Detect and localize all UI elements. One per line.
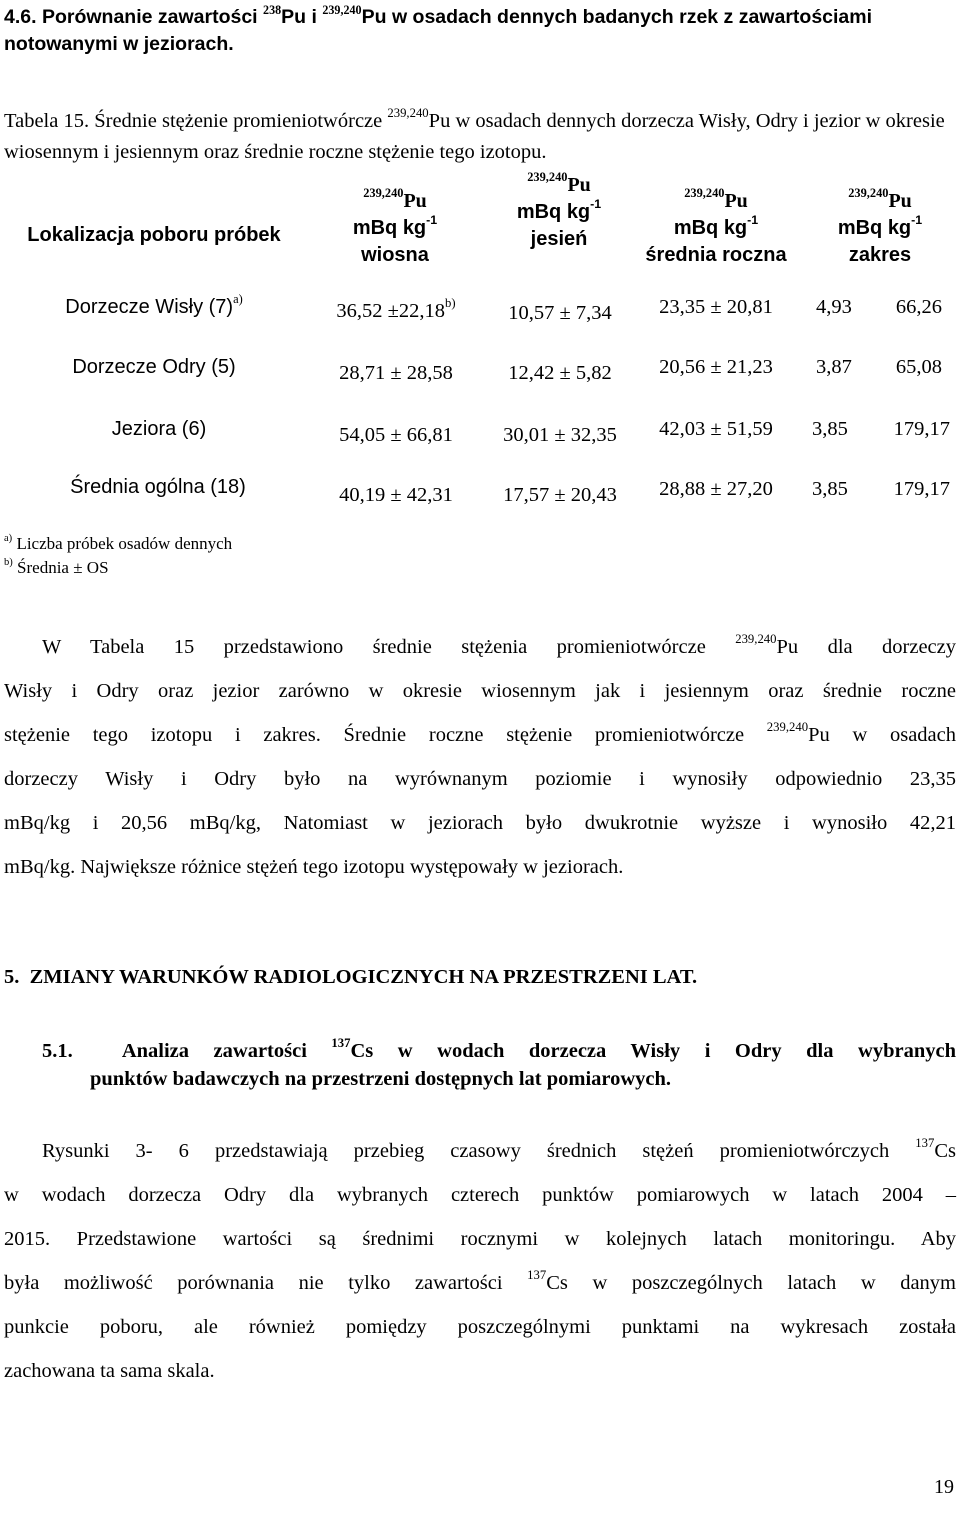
paragraph-line: mBq/kg i 20,56 mBq/kg, Natomiast w jeziorach było dwukrotnie wyższe i wynosiło 42,21 (4, 812, 956, 834)
table-footnote: $^{b)}$ Średnia ± OS (4, 556, 109, 577)
table-row-label: Dorzecze Odry (5) (72, 356, 236, 378)
table-cell-annual: 42,03 ± 51,59 (659, 418, 773, 440)
section-heading (4, 4, 956, 58)
table-cell-annual: 20,56 ± 21,23 (659, 356, 773, 378)
table-cell-range-max: 179,17 (893, 418, 950, 440)
paragraph-line: Wisły i Odry oraz jezior zarówno w okresie wiosennym jak i jesiennym oraz średnie roczne (4, 680, 956, 702)
header-season: wiosna (361, 244, 429, 266)
paragraph-line: w wodach dorzecza Odry dla wybranych czterech punktów pomiarowych w latach 2004 – (4, 1184, 956, 1206)
paragraph-line: była możliwość porównania nie tylko zawartości $^{137}$Cs w poszczególnych latach w danym (4, 1268, 957, 1294)
table-cell-autumn: 12,42 ± 5,82 (508, 362, 612, 384)
paragraph-line: mBq/kg. Największe różnice stężeń tego izotopu występowały w jeziorach. (4, 856, 624, 878)
table-cell-range-min: 3,87 (816, 356, 852, 378)
header-unit: mBq $kg^{-1}$ (837, 213, 923, 239)
table-row-label: Jeziora (6) (111, 418, 207, 440)
paragraph-line: zachowana ta sama skala. (4, 1360, 215, 1382)
chapter-heading: 5. ZMIANY WARUNKÓW RADIOLOGICZNYCH NA PRZESTRZENI LAT. (4, 966, 698, 988)
header-season: jesień (530, 228, 588, 250)
table-cell-range-max: 179,17 (893, 478, 950, 500)
section-title-part: Pu w osadach dennych badanych rzek z zawartościami notowanymi w jeziorach. (4, 6, 873, 55)
table-cell-annual: 23,35 ± 20,81 (659, 296, 773, 318)
table-cell-annual: 28,88 ± 27,20 (659, 478, 773, 500)
table-cell-range-min: 4,93 (816, 296, 852, 318)
table-row-label: Dorzecze Wisły $(7)^{a)}$ (65, 292, 243, 318)
table-cell-spring: $36,52 \pm 22,18^{b)}$ (336, 296, 456, 322)
table-cell-autumn: 30,01 ± 32,35 (503, 424, 617, 446)
table-cell-spring: 28,71 ± 28,58 (339, 362, 453, 384)
column-header-range (800, 188, 960, 269)
paragraph-line: punkcie poboru, ale również pomiędzy poszczególnymi punktami na wykresach została (4, 1316, 956, 1338)
header-season: zakres (848, 244, 912, 266)
isotope-number: 238 (263, 2, 282, 17)
table-row-label: Średnia ogólna (18) (70, 476, 246, 498)
table-caption (4, 106, 956, 168)
paragraph-line: Rysunki 3- 6 przedstawiają przebieg czasowy średnich stężeń promieniotwórczych $^{137}$Cs (42, 1136, 956, 1162)
column-header-annual (630, 188, 802, 269)
table-cell-spring: 40,19 ± 42,31 (339, 484, 453, 506)
isotope-number: 239,240 (387, 106, 429, 121)
table-footnote: $^{a)}$ Liczba próbek osadów dennych (4, 532, 233, 553)
table-cell-range-max: 65,08 (895, 356, 942, 378)
table-cell-range-min: 3,85 (812, 478, 848, 500)
caption-text: Średnie stężenie promieniotwórcze (94, 110, 383, 132)
table-cell-range-min: 3,85 (812, 418, 848, 440)
isotope-number: 239,240 (322, 2, 362, 17)
section-title-part: Porównanie zawartości (41, 6, 258, 28)
page-number: 19 (934, 1476, 954, 1498)
section-title-part: Pu i (281, 6, 317, 28)
subsection-heading-cont: punktów badawczych na przestrzeni dostępnych lat pomiarowych. (90, 1068, 672, 1090)
subsection-heading: 5.1. Analiza zawartości $^{137}$Cs w wodach dorzecza Wisły i Odry dla wybranych (42, 1036, 956, 1062)
header-isotope: $^{239,240}$Pu (684, 186, 748, 212)
column-header-location: Lokalizacja poboru próbek (27, 224, 281, 246)
header-isotope: $^{239,240}$Pu (848, 186, 912, 212)
header-unit: mBq $kg^{-1}$ (352, 213, 438, 239)
paragraph-line: dorzeczy Wisły i Odry było na wyrównanym poziomie i wynosiły odpowiednio 23,35 (4, 768, 956, 790)
table-cell-spring: 54,05 ± 66,81 (339, 424, 453, 446)
section-number: 4.6. (4, 6, 37, 28)
caption-text: Pu w osadach dennych dorzecza Wisły, Odry i jezior w okresie wiosennym i jesiennym oraz średnie roczne stężenie tego izotopu. (4, 110, 945, 163)
paragraph-line: W Tabela 15 przedstawiono średnie stężenia promieniotwórcze $^{239,240}$Pu dla dorzeczy (42, 632, 957, 658)
table-cell-range-max: 66,26 (895, 296, 942, 318)
column-header-autumn (474, 172, 644, 253)
caption-prefix: Tabela 15. (4, 110, 90, 132)
header-isotope: $^{239,240}$Pu (363, 186, 427, 212)
header-season: średnia roczna (645, 244, 787, 266)
paragraph-line: stężenie tego izotopu i zakres. Średnie roczne stężenie promieniotwórcze $^{239,240}$Pu w osadach (4, 720, 956, 746)
header-unit: mBq $kg^{-1}$ (673, 213, 759, 239)
header-isotope: $^{239,240}$Pu (527, 170, 591, 196)
table-cell-autumn: 10,57 ± 7,34 (508, 302, 612, 324)
paragraph-line: 2015. Przedstawione wartości są średnimi rocznymi w kolejnych latach monitoringu. Aby (4, 1228, 956, 1250)
header-unit: mBq $kg^{-1}$ (516, 197, 602, 223)
table-cell-autumn: 17,57 ± 20,43 (503, 484, 617, 506)
column-header-spring (310, 188, 480, 269)
